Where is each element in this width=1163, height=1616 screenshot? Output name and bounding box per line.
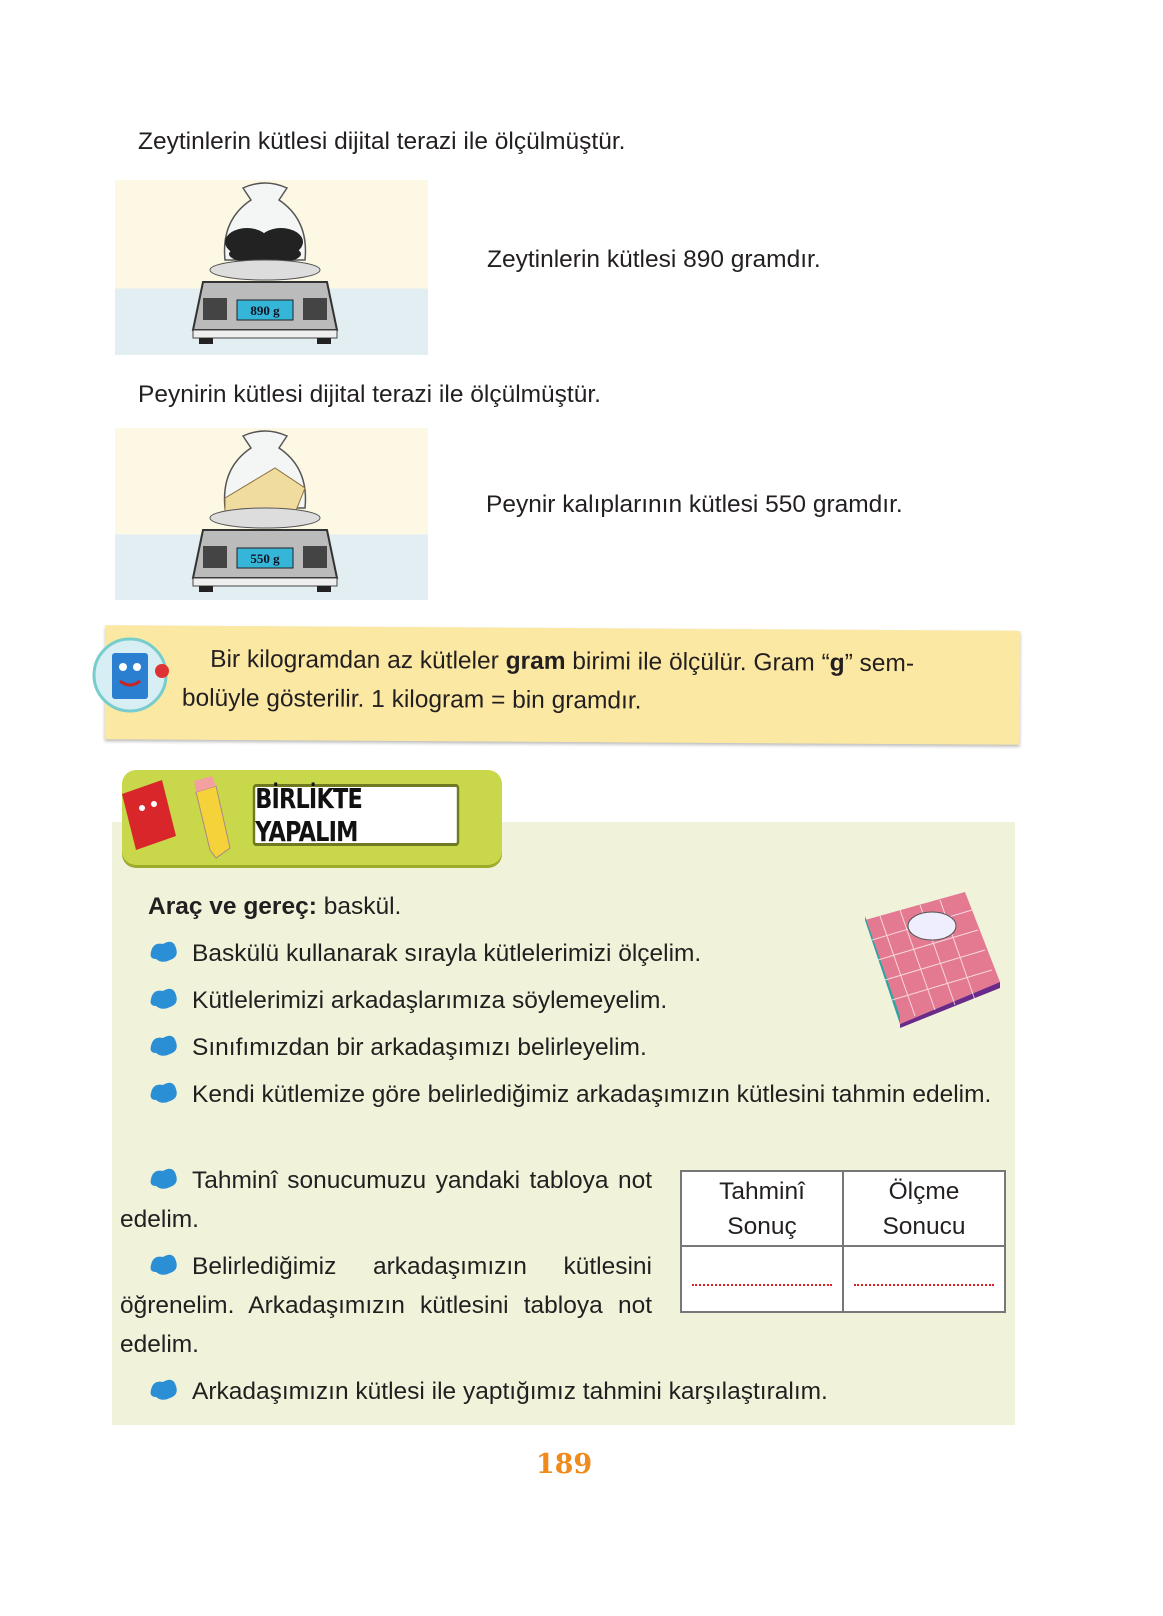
tools-line: Araç ve gereç: baskül. (148, 893, 402, 920)
olive-display: 890 g (250, 303, 280, 318)
scale-with-olives-icon (185, 180, 345, 350)
olive-intro: Zeytinlerin kütlesi dijital terazi ile ölçülmüştür. (138, 128, 626, 155)
cheese-result: Peynir kalıplarının kütlesi 550 gramdır. (486, 491, 903, 518)
estimate-table (680, 1170, 1006, 1313)
bullet-splash-icon (148, 1081, 178, 1105)
info-note (105, 625, 1021, 745)
bullet-splash-icon (148, 1167, 178, 1191)
step-7: Arkadaşımızın kütlesi ile yaptığımız tahmini karşılaştıralım. (148, 1372, 1008, 1411)
bullet-splash-icon (148, 940, 178, 964)
bullet-splash-icon (148, 1034, 178, 1058)
cheese-intro: Peynirin kütlesi dijital terazi ile ölçülmüştür. (138, 381, 601, 408)
bullet-splash-icon (148, 1253, 178, 1277)
info-line-2: bolüyle gösterilir. 1 kilogram = bin gramdır. (181, 684, 642, 715)
header-estimate: Tahminî Sonuç (681, 1171, 843, 1246)
activity-banner (122, 770, 502, 865)
book-and-pencil-mascots-icon (114, 772, 234, 867)
step-4: Kendi kütlemize göre belirlediğimiz arkadaşımızın kütlesini tahmin edelim. (120, 1075, 1007, 1114)
step-5: Tahminî sonucumuzu yandaki tabloya not edelim. (120, 1167, 652, 1233)
book-mascot-icon (90, 635, 180, 715)
olive-result: Zeytinlerin kütlesi 890 gramdır. (487, 246, 821, 273)
activity-title: BİRLİKTE YAPALIM (253, 784, 459, 846)
dotted-blank (854, 1272, 994, 1286)
estimate-cell[interactable] (681, 1246, 843, 1312)
step-3: Sınıfımızdan bir arkadaşımızı belirleyelim. (148, 1028, 1008, 1067)
page-number: 189 (535, 1449, 593, 1480)
step-6: Belirlediğimiz arkadaşımızın kütlesini öğrenelim. Arkadaşımızın kütlesini tabloya not edelim. (120, 1253, 652, 1358)
olive-scale-image (115, 180, 428, 355)
step-2: Kütlelerimizi arkadaşlarımıza söylemeyelim. (148, 981, 1008, 1020)
measurement-cell[interactable] (843, 1246, 1005, 1312)
bullet-splash-icon (148, 987, 178, 1011)
cheese-display: 550 g (250, 551, 280, 566)
bullet-splash-icon (148, 1378, 178, 1402)
dotted-blank (692, 1272, 832, 1286)
step-1: Baskülü kullanarak sırayla kütlelerimizi ölçelim. (148, 934, 1008, 973)
info-line-1: Bir kilogramdan az kütleler gram birimi ile ölçülür. Gram “g” sem- (210, 645, 915, 678)
header-measurement: Ölçme Sonucu (843, 1171, 1005, 1246)
scale-with-cheese-icon (185, 428, 345, 598)
cheese-scale-image (115, 428, 428, 600)
